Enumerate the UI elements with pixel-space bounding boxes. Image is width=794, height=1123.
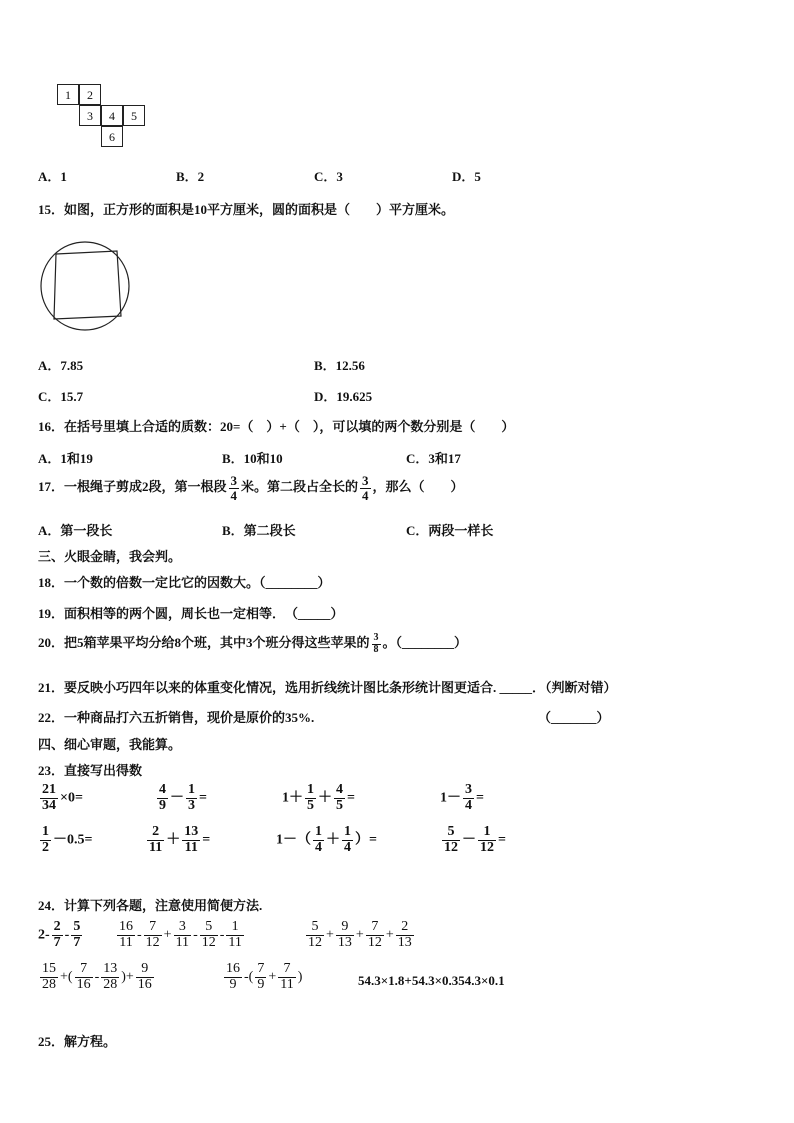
q20-post: 。（________） — [382, 635, 468, 650]
q15-option-b: B．12.56 — [314, 358, 365, 373]
q25-text: 25．解方程。 — [38, 1034, 117, 1049]
q24-title: 24．计算下列各题，注意使用简便方法. — [38, 898, 263, 913]
q14-option-b: B．2 — [176, 169, 205, 184]
q24-expr-6: 54.3×1.8+54.3×0.354.3×0.1 — [358, 973, 505, 988]
q17-pre: 17．一根绳子剪成2段，第一根段 — [38, 479, 227, 495]
q17-text — [38, 474, 464, 502]
q23-expr-8: $\frac{5}{12}$ － $\frac{1}{12}$ = — [444, 824, 506, 855]
q15-option-a: A．7.85 — [38, 358, 84, 373]
q20-text — [38, 632, 467, 655]
q18-text: 18．一个数的倍数一定比它的因数大。（________） — [38, 575, 331, 590]
q15-option-c: C．15.7 — [38, 389, 84, 404]
q24-expr-4: $\frac{15}{28}$ +( $\frac{7}{16}$ - $\frac{13}{28}$ )+ $\frac{9}{16}$ — [42, 961, 152, 992]
section-3-heading: 三、火眼金睛，我会判。 — [38, 549, 182, 564]
q17-option-b: B．第二段长 — [222, 523, 296, 538]
q23-expr-2: $\frac{4}{9}$ － $\frac{1}{3}$ = — [159, 782, 207, 813]
fraction: $\frac{3}{4}$ — [362, 473, 369, 503]
net-cell: 4 — [101, 105, 123, 126]
q20-pre: 20．把5箱苹果平均分给8个班，其中3个班分得这些苹果的 — [38, 635, 370, 650]
q17-post: ，那么（ ） — [372, 479, 464, 495]
q21-text: 21．要反映小巧四年以来的体重变化情况，选用折线统计图比条形统计图更适合. _____．（判断对错） — [38, 680, 617, 695]
section-4-heading: 四、细心审题，我能算。 — [38, 737, 182, 752]
net-cell: 2 — [79, 84, 101, 105]
q22-blank: （_______） — [538, 710, 610, 725]
q23-title: 23．直接写出得数 — [38, 763, 143, 778]
q22-text: 22．一种商品打六五折销售，现价是原价的35%. — [38, 710, 315, 725]
q16-option-a: A．1和19 — [38, 451, 93, 466]
net-cell: 3 — [79, 105, 101, 126]
q15-option-d: D．19.625 — [314, 389, 373, 404]
q14-option-c: C．3 — [314, 169, 343, 184]
q17-mid: 米。第二段占全长的 — [241, 479, 359, 495]
q24-expr-3: $\frac{5}{12}$ + $\frac{9}{13}$ + $\frac{7}{12}$ + $\frac{2}{13}$ — [308, 919, 412, 950]
net-cell: 5 — [123, 105, 145, 126]
net-cell: 6 — [101, 126, 123, 147]
circle-square-figure — [38, 239, 132, 333]
q16-text: 16．在括号里填上合适的质数：20=（ ）+（ ），可以填的两个数分别是（ ） — [38, 419, 515, 434]
q23-expr-3: 1＋ $\frac{1}{5}$ ＋ $\frac{4}{5}$ = — [282, 782, 355, 813]
fraction: $\frac{3}{4}$ — [230, 473, 238, 503]
q24-expr-2: $\frac{16}{11}$ - $\frac{7}{12}$ + $\frac{3}{11}$ - $\frac{5}{12}$ - $\frac{1}{11}$ — [119, 919, 242, 950]
q23-expr-4: 1－ $\frac{3}{4}$ = — [440, 782, 484, 813]
q17-option-a: A．第一段长 — [38, 523, 113, 538]
q23-expr-1: $\frac{21}{34}$ ×0= — [42, 782, 83, 813]
q14-option-a: A．1 — [38, 169, 67, 184]
net-cell: 1 — [57, 84, 79, 105]
q16-option-b: B．10和10 — [222, 451, 283, 466]
q16-option-c: C．3和17 — [406, 451, 461, 466]
q17-option-c: C．两段一样长 — [406, 523, 494, 538]
fraction: $\frac{3}{8}$ — [373, 632, 379, 655]
q23-expr-6: $\frac{2}{11}$ ＋ $\frac{13}{11}$ = — [149, 824, 211, 855]
q19-text: 19．面积相等的两个圆，周长也一定相等． （_____） — [38, 606, 344, 621]
q23-expr-5: $\frac{1}{2}$ －0.5= — [42, 824, 93, 855]
q23-expr-7: 1－（ $\frac{1}{4}$ ＋ $\frac{1}{4}$ ）= — [276, 824, 377, 855]
q24-expr-1: 2- $\frac{2}{7}$ - $\frac{5}{7}$ — [38, 919, 81, 950]
q24-expr-5: $\frac{16}{9}$ -( $\frac{7}{9}$ + $\frac{7}{11}$ ) — [226, 961, 303, 992]
q14-option-d: D．5 — [452, 169, 481, 184]
q15-text: 15．如图，正方形的面积是10平方厘米，圆的面积是（ ）平方厘米。 — [38, 202, 455, 217]
